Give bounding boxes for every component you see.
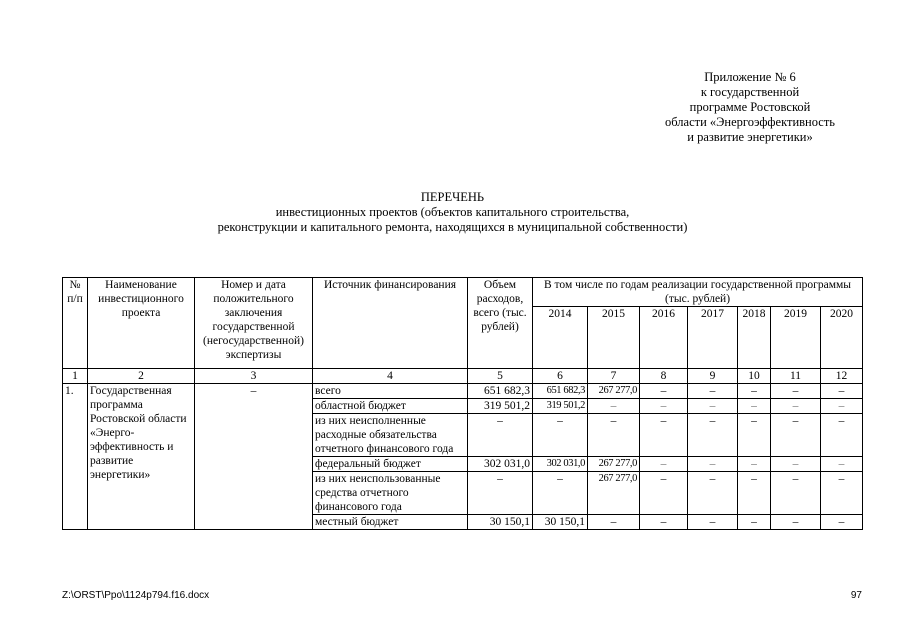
appendix-line: к государственной: [700, 85, 800, 99]
appendix-line: и развитие энергетики»: [687, 130, 813, 144]
header-expertise: Номер и дата положительного заключения государственной (негосударственной) экспертизы: [195, 278, 313, 369]
year-value: –: [821, 399, 863, 414]
year-value: –: [821, 414, 863, 457]
year-value: –: [688, 515, 738, 530]
year-value: –: [688, 399, 738, 414]
column-number: 4: [313, 369, 468, 384]
year-value: –: [771, 472, 821, 515]
total-value: 302 031,0: [468, 457, 533, 472]
year-value: –: [738, 399, 771, 414]
column-number: 8: [640, 369, 688, 384]
project-num: 1.: [63, 384, 88, 530]
header-name: Наименование инвестиционного проекта: [88, 278, 195, 369]
header-year: 2018: [738, 307, 771, 369]
document-subtitle: инвестиционных проектов (объектов капитального строительства,: [275, 205, 630, 219]
year-value: –: [640, 472, 688, 515]
column-number: 2: [88, 369, 195, 384]
document-title: ПЕРЕЧЕНЬ: [420, 190, 485, 204]
year-value: –: [688, 472, 738, 515]
year-value: –: [821, 384, 863, 399]
year-value: –: [640, 515, 688, 530]
total-value: –: [468, 472, 533, 515]
document-subtitle: реконструкции и капитального ремонта, находящихся в муниципальной собственности): [217, 220, 688, 234]
total-value: –: [468, 414, 533, 457]
column-number: 5: [468, 369, 533, 384]
year-value: –: [640, 457, 688, 472]
year-value: –: [588, 414, 640, 457]
year-value: –: [533, 414, 588, 457]
column-number: 11: [771, 369, 821, 384]
header-year: 2016: [640, 307, 688, 369]
year-value: –: [588, 515, 640, 530]
column-number: 3: [195, 369, 313, 384]
funding-source: всего: [313, 384, 468, 399]
year-value: –: [738, 472, 771, 515]
column-number: 6: [533, 369, 588, 384]
header-row: [63, 278, 863, 307]
appendix-line: Приложение № 6: [704, 70, 796, 84]
project-name: Государственная программа Ростовской области «Энерго-эффективность и развитие энергетики»: [88, 384, 195, 530]
header-year: 2019: [771, 307, 821, 369]
year-value: –: [821, 515, 863, 530]
total-value: 30 150,1: [468, 515, 533, 530]
column-number: 10: [738, 369, 771, 384]
column-number: 7: [588, 369, 640, 384]
header-year: 2020: [821, 307, 863, 369]
appendix-line: области «Энергоэффективность: [664, 115, 835, 129]
appendix-line: программе Ростовской: [689, 100, 811, 114]
table-row: [63, 384, 863, 399]
funding-source: федеральный бюджет: [313, 457, 468, 472]
year-value: –: [771, 515, 821, 530]
year-value: –: [738, 515, 771, 530]
total-value: 319 501,2: [468, 399, 533, 414]
funding-source: местный бюджет: [313, 515, 468, 530]
year-value: –: [588, 399, 640, 414]
header-by-years: В том числе по годам реализации государственной программы (тыс. рублей): [533, 278, 863, 307]
year-value: –: [738, 457, 771, 472]
year-value: 319 501,2: [533, 399, 588, 414]
funding-source: из них неиспользованные средства отчетного финансового года: [313, 472, 468, 515]
year-value: 267 277,0: [588, 472, 640, 515]
year-value: –: [688, 457, 738, 472]
header-source: Источник финансирования: [313, 278, 468, 369]
year-value: –: [738, 414, 771, 457]
page-number: 97: [850, 590, 862, 601]
column-number: 1: [63, 369, 88, 384]
year-value: 651 682,3: [533, 384, 588, 399]
header-year: 2017: [688, 307, 738, 369]
investment-projects-table: [62, 277, 863, 530]
year-value: –: [771, 399, 821, 414]
document-heading: [0, 190, 905, 235]
year-value: 302 031,0: [533, 457, 588, 472]
year-value: –: [688, 414, 738, 457]
year-value: –: [821, 457, 863, 472]
year-value: –: [688, 384, 738, 399]
year-value: –: [640, 399, 688, 414]
year-value: 30 150,1: [533, 515, 588, 530]
year-value: –: [533, 472, 588, 515]
column-numbers-row: [63, 369, 863, 384]
project-expertise: –: [195, 384, 313, 530]
funding-source: областной бюджет: [313, 399, 468, 414]
appendix-block: [620, 70, 880, 145]
header-year: 2015: [588, 307, 640, 369]
year-value: –: [771, 457, 821, 472]
year-value: –: [771, 384, 821, 399]
year-value: 267 277,0: [588, 457, 640, 472]
year-value: 267 277,0: [588, 384, 640, 399]
column-number: 12: [821, 369, 863, 384]
year-value: –: [640, 384, 688, 399]
header-year: 2014: [533, 307, 588, 369]
year-value: –: [738, 384, 771, 399]
file-path: Z:\ORST\Ppo\1124p794.f16.docx: [62, 590, 210, 601]
header-num: № п/п: [63, 278, 88, 369]
year-value: –: [771, 414, 821, 457]
header-total: Объем расходов, всего (тыс. рублей): [468, 278, 533, 369]
year-value: –: [640, 414, 688, 457]
year-value: –: [821, 472, 863, 515]
funding-source: из них неисполненные расходные обязательства отчетного финансового года: [313, 414, 468, 457]
column-number: 9: [688, 369, 738, 384]
total-value: 651 682,3: [468, 384, 533, 399]
